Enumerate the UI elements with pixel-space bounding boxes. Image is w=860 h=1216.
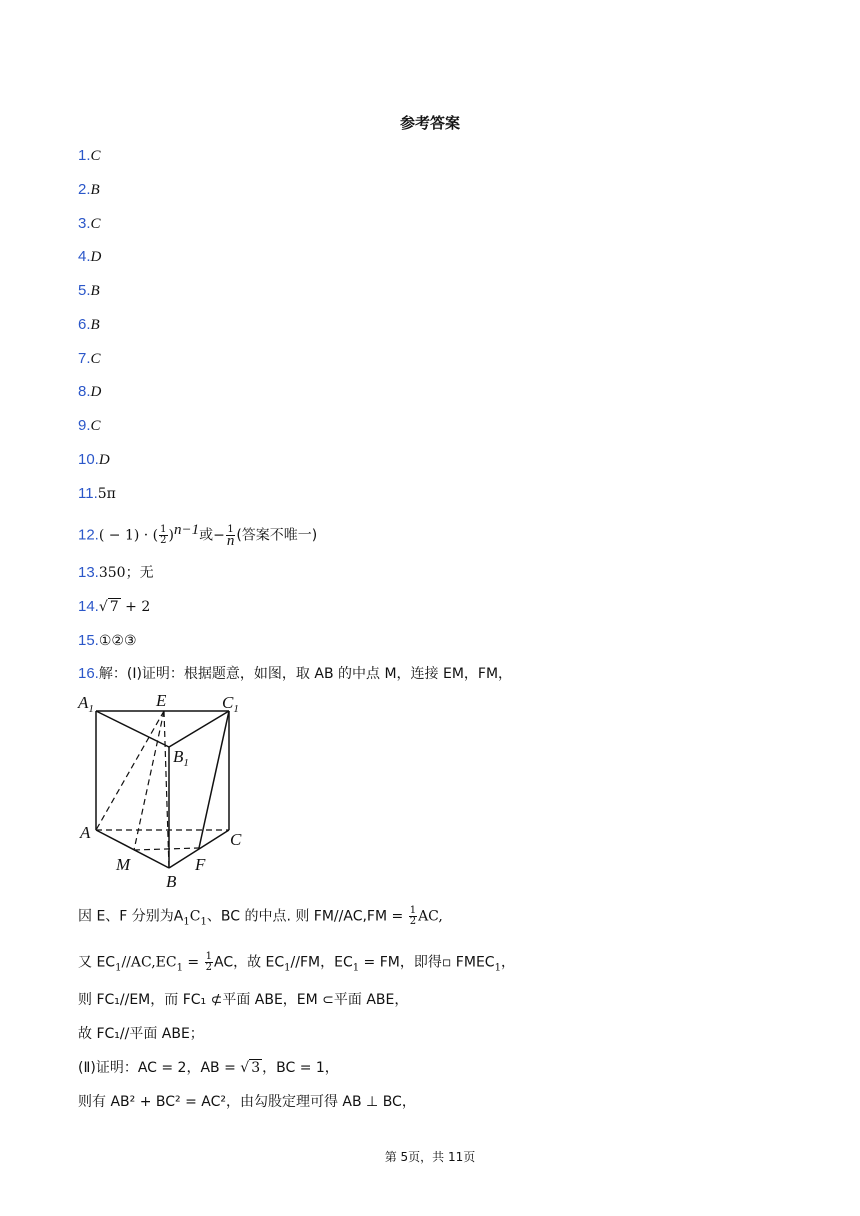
page-footer: 第 5页，共 11页 bbox=[384, 1150, 476, 1164]
label-A: A bbox=[80, 823, 91, 842]
answer-line: 14.√ 7 + 2 bbox=[78, 598, 151, 615]
label-C1: $C_1$ bbox=[222, 693, 239, 715]
answer-line: 11.5π bbox=[78, 485, 116, 502]
prism-figure bbox=[74, 690, 254, 895]
proof-line: 则 FC₁//EM，而 FC₁ ⊄平面 ABE，EM ⊂平面 ABE， bbox=[78, 992, 409, 1008]
label-M: M bbox=[116, 855, 131, 874]
answer-line: 12.( − 1) · ( $\frac{1}{2}$ )$^{n-1}$或− $\frac{1}{n}$ (答案不唯一) bbox=[78, 522, 318, 550]
label-A1: $A_1$ bbox=[78, 693, 94, 715]
proof-line: 则有 AB² + BC² = AC²，由勾股定理可得 AB ⊥ BC， bbox=[78, 1094, 416, 1110]
answer-line: 6.B bbox=[78, 316, 100, 333]
answer-line: 1.C bbox=[78, 147, 101, 164]
answer-line: 2.B bbox=[78, 181, 100, 198]
label-C: C bbox=[230, 830, 242, 849]
label-B1: $B_1$ bbox=[173, 747, 189, 769]
label-B: B bbox=[166, 872, 177, 891]
label-E: E bbox=[156, 691, 167, 710]
answer-line: 13.350；无 bbox=[78, 564, 154, 581]
proof-line: 又 $EC_1//AC,EC_1$ = $\frac{1}{2}$ AC，故 $EC_1//FM$，$EC_1$ = FM，即得▫ $FMEC_1$， bbox=[78, 951, 515, 974]
answer-line: 8.D bbox=[78, 383, 102, 400]
proof-line: (Ⅱ)证明：AC = 2，AB = √ 3 ，BC = 1， bbox=[78, 1060, 339, 1076]
answer-line: 7.C bbox=[78, 350, 101, 367]
label-F: F bbox=[195, 855, 206, 874]
answer-line: 10.D bbox=[78, 451, 110, 468]
proof-line: 因 E、F 分别为$A_1C_1$、BC 的中点. 则 FM//AC,FM = $\frac{1}{2}$ AC, bbox=[78, 905, 443, 928]
page-title: 参考答案 bbox=[399, 114, 460, 132]
answer-line: 3.C bbox=[78, 215, 101, 232]
answer-line: 9.C bbox=[78, 417, 101, 434]
answer-line: 5.B bbox=[78, 282, 100, 299]
answer-line: 4.D bbox=[78, 248, 102, 265]
proof-line: 故 FC₁//平面 ABE； bbox=[78, 1026, 204, 1042]
answer-line: 16.解：(Ⅰ)证明：根据题意，如图，取 AB 的中点 M，连接 EM，FM， bbox=[78, 665, 513, 682]
answer-line: 15.①②③ bbox=[78, 632, 137, 649]
